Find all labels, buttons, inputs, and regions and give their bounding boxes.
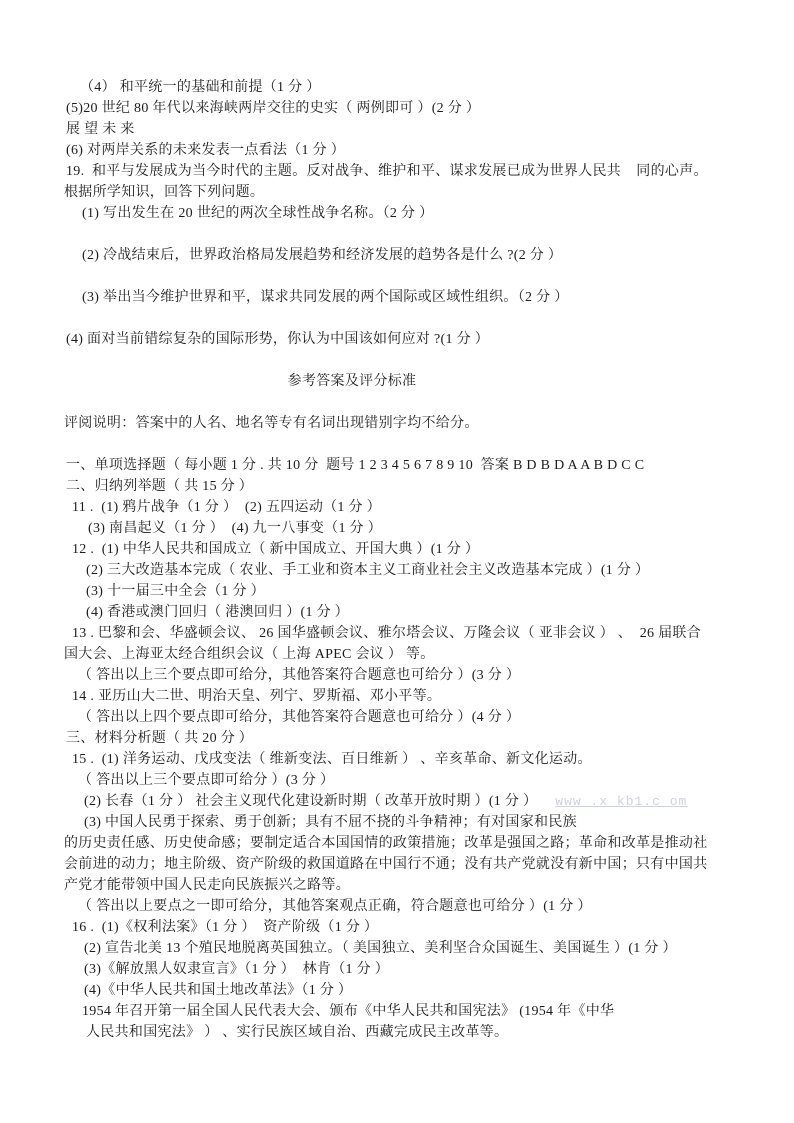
answer-13-note (64, 665, 736, 686)
answer-15-item-3-line-2 (64, 833, 736, 854)
watermark-text: www .x kb1.c om (555, 794, 688, 809)
blank-line (64, 266, 736, 287)
q18-item-6 (64, 140, 736, 161)
answer-11-part-2 (64, 518, 736, 539)
answer-16-item-4 (64, 980, 736, 1001)
answer-12-item-2 (64, 560, 736, 581)
line-text: 11 . (1) 鸦片战争（1 分 ） (2) 五四运动（1 分 ） (72, 500, 381, 515)
line-text: (6) 对两岸关系的未来发表一点看法（1 分 ） (66, 143, 346, 158)
answer-12-item-1 (64, 539, 736, 560)
line-text: （ 答出以上要点之一即可给分，其他答案观点正确，符合题意也可给分 ）(1 分 ） (78, 899, 592, 914)
line-text: 评阅说明：答案中的人名、地名等专有名词出现错别字均不给分。 (64, 416, 479, 431)
answer-15-item-3-line-3 (64, 854, 736, 875)
answer-15-item-3-line-4 (64, 875, 736, 896)
line-text: 人民共和国宪法》 ） 、实行民族区域自治、西藏完成民主改革等。 (86, 1025, 509, 1040)
answer-12-item-4 (64, 602, 736, 623)
answer-15-item-3-line-1 (64, 812, 736, 833)
line-text: (3)《解放黑人奴隶宣言》（1 分 ） 林肯（1 分 ） (84, 962, 390, 977)
blank-line (64, 224, 736, 245)
blank-line (64, 308, 736, 329)
blank-line (64, 434, 736, 455)
answer-15-item-2 (64, 791, 736, 812)
answer-12-item-3 (64, 581, 736, 602)
line-text: 16 . (1)《权利法案》（1 分 ） 资产阶级（1 分 ） (72, 920, 379, 935)
line-text: 的历史责任感、历史使命感；要制定适合本国国情的政策措施；改革是强国之路；革命和改革是推动社 (64, 836, 708, 851)
line-text: 19. 和平与发展成为当今时代的主题。反对战争、维护和平、谋求发展已成为世界人民共 同的心声。 (66, 164, 708, 179)
line-text: 一、单项选择题（ 每小题 1 分 . 共 10 分 题号 1 2 3 4 5 6 7 8 9 10 答案 B D B D A A B D C C (66, 458, 645, 473)
q19-item-4 (64, 329, 736, 350)
line-text: (1) 写出发生在 20 世纪的两次全球性战争名称。（2 分 ） (82, 206, 434, 221)
line-text: (5)20 世纪 80 年代以来海峡两岸交往的史实（ 两例即可 ）(2 分 ） (66, 101, 481, 116)
answer-16-item-3 (64, 959, 736, 980)
line-text: 二、归纳列举题（ 共 15 分 ） (66, 479, 254, 494)
q18-outlook-heading (64, 119, 736, 140)
line-text: (4) 香港或澳门回归（ 港澳回归 ）(1 分 ） (86, 605, 349, 620)
line-text: (3) 十一届三中全会（1 分 ） (86, 584, 265, 599)
line-text: （ 答出以上三个要点即可给分，其他答案符合题意也可给分 ）(3 分 ） (78, 668, 521, 683)
q19-item-1 (64, 203, 736, 224)
answer-16-item-4-line-3 (64, 1022, 736, 1043)
answer-15-item-1 (64, 749, 736, 770)
line-text: (2) 三大改造基本完成（ 农业、手工业和资本主义工商业社会主义改造基本完成 ）(1 分 ） (86, 563, 650, 578)
q19-item-3 (64, 287, 736, 308)
section-3-material-analysis (64, 728, 736, 749)
line-text: 展 望 未 来 (66, 122, 135, 137)
answer-11-part-1 (64, 497, 736, 518)
answer-13-line-1 (64, 623, 736, 644)
answer-14-note (64, 707, 736, 728)
answer-16-item-4-line-2 (64, 1001, 736, 1022)
line-text: (3) 中国人民勇于探索、勇于创新；具有不屈不挠的斗争精神；有对国家和民族 (84, 815, 577, 830)
line-text: 14 . 亚历山大二世、明治天皇、列宁、罗斯福、邓小平等。 (72, 689, 442, 704)
section-1-multiple-choice (64, 455, 736, 476)
line-text: 12 . (1) 中华人民共和国成立（ 新中国成立、开国大典 ）(1 分 ） (72, 542, 480, 557)
q19-intro-line-1 (64, 161, 736, 182)
line-text: 会前进的动力；地主阶级、资产阶级的救国道路在中国行不通；没有共产党就没有新中国；只有中国共 (64, 857, 708, 872)
line-text: 15 . (1) 洋务运动、戊戌变法（ 维新变法、百日维新 ） 、辛亥革命、新文化运动。 (72, 752, 592, 767)
answer-13-line-2 (64, 644, 736, 665)
answer-16-item-1 (64, 917, 736, 938)
line-text: (2) 宣告北美 13 个殖民地脱离英国独立。（ 美国独立、美利坚合众国诞生、美国诞生 ）(1 分 ） (84, 941, 677, 956)
answer-16-item-2 (64, 938, 736, 959)
q19-item-2 (64, 245, 736, 266)
answer-15-note-1 (64, 770, 736, 791)
line-text: （4） 和平统一的基础和前提（1 分 ） (80, 80, 321, 95)
line-text: (3) 举出当今维护世界和平，谋求共同发展的两个国际或区域性组织。（2 分 ） (82, 290, 569, 305)
line-text: (4) 面对当前错综复杂的国际形势，你认为中国该如何应对 ?(1 分 ） (66, 332, 489, 347)
answer-15-note-2 (64, 896, 736, 917)
line-text: （ 答出以上三个要点即可给分 ）(3 分 ） (78, 773, 335, 788)
line-text: 参考答案及评分标准 (287, 374, 417, 389)
blank-line (64, 392, 736, 413)
answer-14 (64, 686, 736, 707)
section-2-list-questions (64, 476, 736, 497)
blank-line (64, 350, 736, 371)
line-text: 1954 年召开第一届全国人民代表大会、颁布《中华人民共和国宪法》 (1954 年《中华 (82, 1004, 615, 1019)
line-text: (4)《中华人民共和国土地改革法》（1 分 ） (84, 983, 353, 998)
q18-item-5 (64, 98, 736, 119)
line-text: (3) 南昌起义（1 分 ） (4) 九一八事变（1 分 ） (88, 521, 382, 536)
line-text: 13 . 巴黎和会、华盛顿会议、 26 国华盛顿会议、雅尔塔会议、万隆会议（ 亚非会议 ） 、 26 届联合 (72, 626, 701, 641)
document-body (64, 77, 736, 1043)
q19-intro-line-2 (64, 182, 736, 203)
line-text: 产党才能带领中国人民走向民族振兴之路等。 (64, 878, 350, 893)
line-text: 三、材料分析题（ 共 20 分 ） (66, 731, 254, 746)
line-text: 根据所学知识，回答下列问题。 (64, 185, 265, 200)
q18-item-4 (64, 77, 736, 98)
line-text: （ 答出以上四个要点即可给分，其他答案符合题意也可给分 ）(4 分 ） (78, 710, 521, 725)
line-text: (2) 长春（1 分 ） 社会主义现代化建设新时期（ 改革开放时期 ）(1 分 ） (84, 794, 538, 809)
grading-note (64, 413, 736, 434)
answer-key-title (64, 371, 736, 392)
line-text: 国大会、上海亚太经合组织会议（ 上海 APEC 会议 ） 等。 (64, 647, 435, 662)
line-text: (2) 冷战结束后，世界政治格局发展趋势和经济发展的趋势各是什么 ?(2 分 ） (82, 248, 563, 263)
